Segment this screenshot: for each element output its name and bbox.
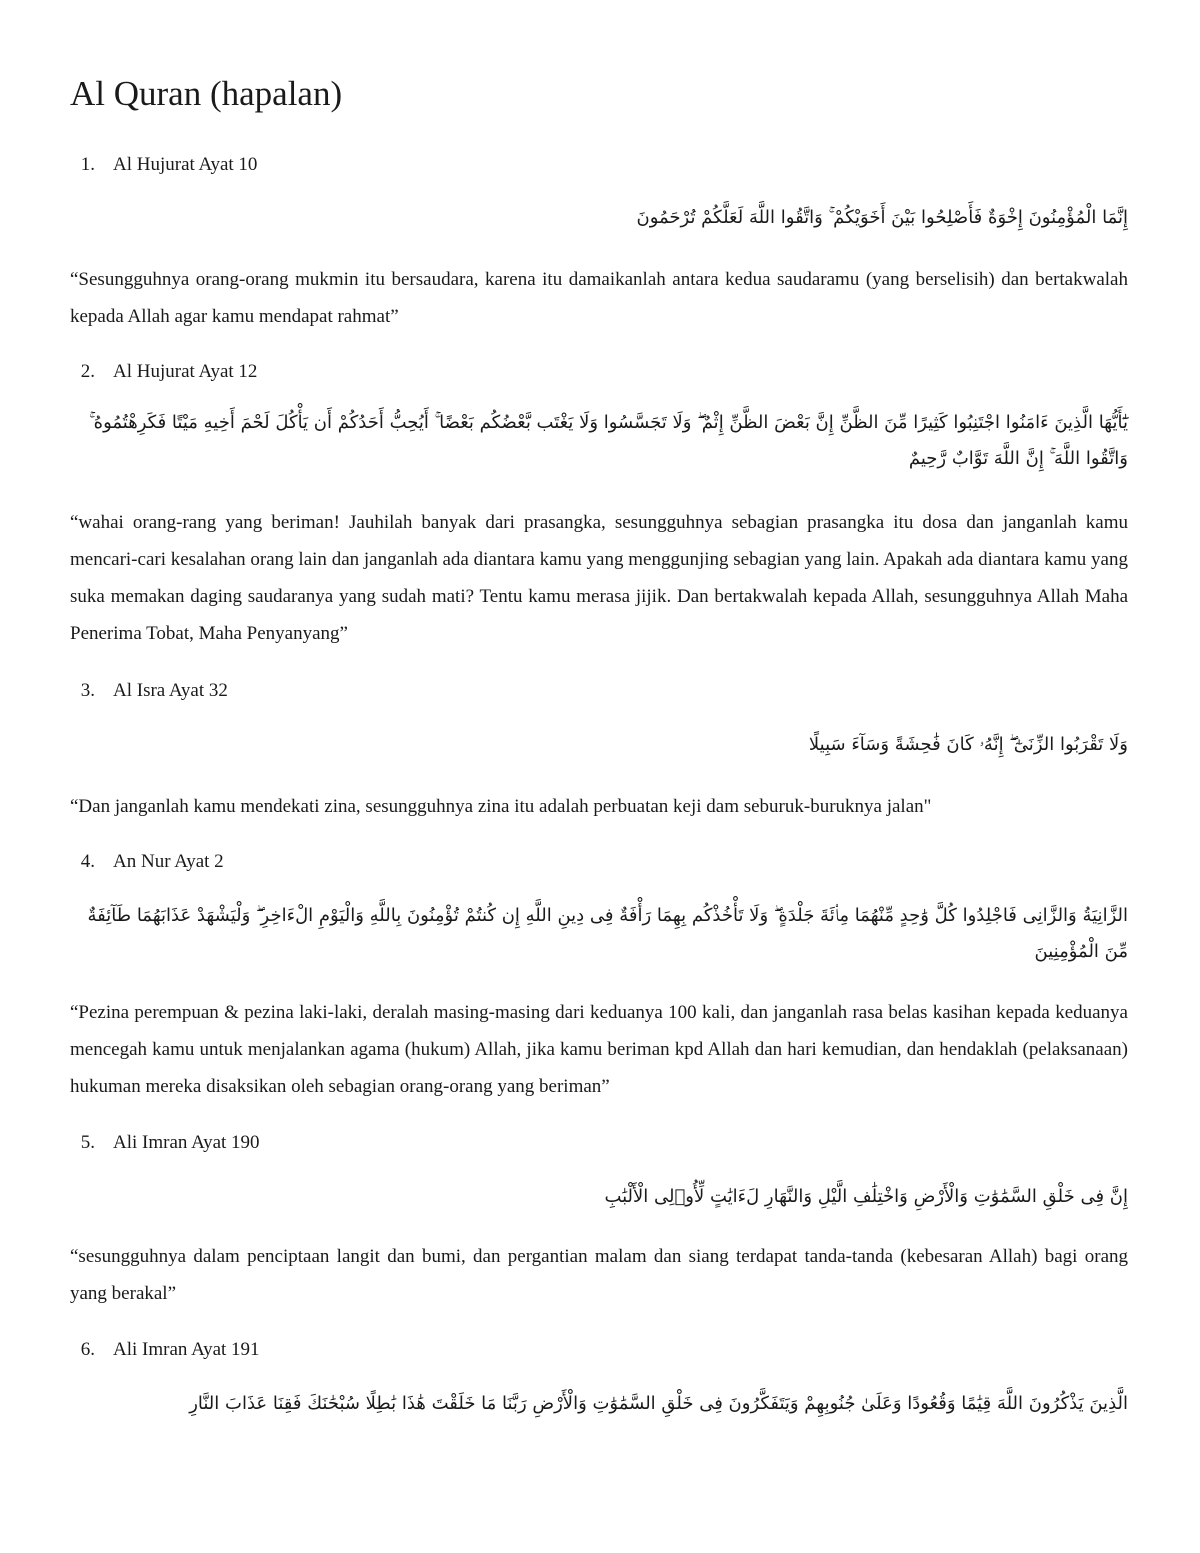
- verse-translation: “Dan janganlah kamu mendekati zina, sesungguhnya zina itu adalah perbuatan keji dam seburuk-buruknya jalan": [70, 796, 932, 817]
- surah-title: Ali Imran Ayat 191: [113, 1339, 260, 1360]
- section-heading: [70, 850, 1128, 874]
- arabic-verse: إِنَّمَا الْمُؤْمِنُونَ إِخْوَةٌ فَأَصْلِحُوا بَيْنَ أَخَوَيْكُمْ ۚ وَاتَّقُوا اللَّهَ لَعَلَّكُمْ تُرْحَمُونَ: [636, 207, 1128, 228]
- verse-translation: “Sesungguhnya orang-orang mukmin itu bersaudara, karena itu damaikanlah antara kedua saudaramu (yang berselisih) dan bertakwalah kepada Allah agar kamu mendapat rahmat”: [70, 269, 1128, 327]
- surah-title: Ali Imran Ayat 190: [113, 1132, 260, 1153]
- list-number: 5.: [80, 1132, 95, 1153]
- section-heading: [70, 360, 1128, 384]
- surah-title: Al Hujurat Ayat 12: [113, 361, 258, 382]
- list-number: 6.: [80, 1339, 95, 1360]
- page-title: Al Quran (hapalan): [70, 74, 343, 113]
- list-number: 1.: [80, 154, 95, 175]
- verse-translation: “wahai orang-rang yang beriman! Jauhilah banyak dari prasangka, sesungguhnya sebagian prasangka itu dosa dan janganlah kamu mencari-cari kesalahan orang lain dan janganlah ada diantara kamu yang menggunjing sebagian yang lain. Apakah ada diantara kamu yang suka memakan daging saudaranya yang sudah mati? Tentu kamu merasa jijik. Dan bertakwalah kepada Allah, sesungguhnya Allah Maha Penerima Tobat, Maha Penyanyang”: [70, 512, 1128, 644]
- list-number: 4.: [80, 851, 95, 872]
- verse-translation: “Pezina perempuan & pezina laki-laki, deralah masing-masing dari keduanya 100 kali, dan janganlah rasa belas kasihan kepada keduanya mencegah kamu untuk menjalankan agama (hukum) Allah, jika kamu beriman kpd Allah dan hari kemudian, dan hendaklah (pelaksanaan) hukuman mereka disaksikan oleh sebagian orang-orang yang beriman”: [70, 1002, 1128, 1097]
- arabic-verse: يَٰٓأَيُّهَا الَّذِينَ ءَامَنُوا اجْتَنِبُوا كَثِيرًا مِّنَ الظَّنِّ إِنَّ بَعْضَ الظَّنِّ إِثْمٌ ۖ وَلَا تَجَسَّسُوا وَلَا يَغْتَب بَّعْضُكُم بَعْضًا ۚ أَيُحِبُّ أَحَدُكُمْ أَن يَأْكُلَ لَحْمَ أَخِيهِ مَيْتًا فَكَرِهْتُمُوهُ ۚ وَاتَّقُوا اللَّهَ ۚ إِنَّ اللَّهَ تَوَّابٌ رَّحِيمٌ: [89, 412, 1128, 469]
- list-number: 2.: [80, 361, 95, 382]
- section-heading: [70, 1338, 1128, 1362]
- arabic-verse: إِنَّ فِى خَلْقِ السَّمَٰوَٰتِ وَالْأَرْضِ وَاخْتِلَٰفِ الَّيْلِ وَالنَّهَارِ لَءَايَٰتٍ لِّأُو۟لِى الْأَلْبَٰبِ: [604, 1186, 1128, 1207]
- section-heading: [70, 1131, 1128, 1155]
- section-heading: [70, 679, 1128, 703]
- verse-translation: “sesungguhnya dalam penciptaan langit dan bumi, dan pergantian malam dan siang terdapat tanda-tanda (kebesaran Allah) bagi orang yang berakal”: [70, 1246, 1128, 1304]
- arabic-verse: الزَّانِيَةُ وَالزَّانِى فَاجْلِدُوا كُلَّ وَٰحِدٍ مِّنْهُمَا مِا۟ئَةَ جَلْدَةٍ ۖ وَلَا تَأْخُذْكُم بِهِمَا رَأْفَةٌ فِى دِينِ اللَّهِ إِن كُنتُمْ تُؤْمِنُونَ بِاللَّهِ وَالْيَوْمِ الْءَاخِرِ ۖ وَلْيَشْهَدْ عَذَابَهُمَا طَآئِفَةٌ مِّنَ الْمُؤْمِنِينَ: [87, 905, 1128, 962]
- arabic-verse: وَلَا تَقْرَبُوا الزِّنَىٰٓ ۖ إِنَّهُۥ كَانَ فَٰحِشَةً وَسَآءَ سَبِيلًا: [808, 734, 1128, 755]
- surah-title: Al Hujurat Ayat 10: [113, 154, 258, 175]
- arabic-verse: الَّذِينَ يَذْكُرُونَ اللَّهَ قِيَٰمًا وَقُعُودًا وَعَلَىٰ جُنُوبِهِمْ وَيَتَفَكَّرُونَ فِى خَلْقِ السَّمَٰوَٰتِ وَالْأَرْضِ رَبَّنَا مَا خَلَقْتَ هَٰذَا بَٰطِلًا سُبْحَٰنَكَ فَقِنَا عَذَابَ النَّارِ: [189, 1393, 1128, 1414]
- surah-title: An Nur Ayat 2: [113, 851, 224, 872]
- section-heading: [70, 153, 1128, 177]
- list-number: 3.: [80, 680, 95, 701]
- surah-title: Al Isra Ayat 32: [113, 680, 228, 701]
